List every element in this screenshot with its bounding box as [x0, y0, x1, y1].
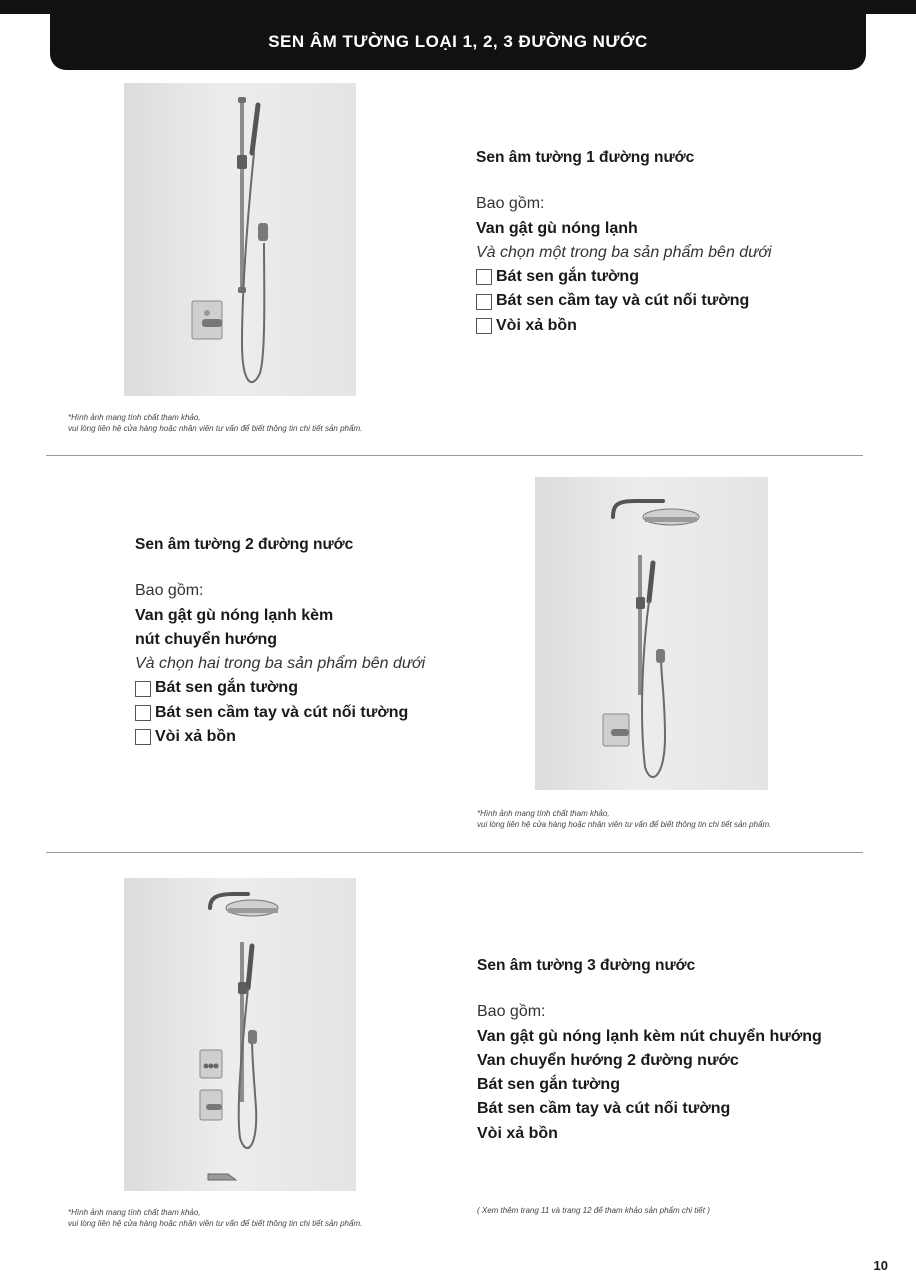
base-item: Van gật gù nóng lạnh kèm [135, 606, 334, 624]
option-item[interactable] [476, 265, 772, 289]
base-item: nút chuyển hướng [135, 630, 278, 648]
choose-instruction: Và chọn một trong ba sản phẩm bên dưới [476, 243, 772, 261]
option-label: Bát sen cầm tay và cút nối tường [155, 703, 409, 721]
option-item[interactable] [476, 289, 772, 313]
note-line: vui lòng liên hệ cửa hàng hoặc nhân viên tư vấn để biết thông tin chi tiết sản phẩm. [68, 1219, 363, 1228]
option-label: Vòi xả bồn [155, 728, 236, 746]
option-label: Bát sen gắn tường [155, 679, 298, 697]
base-item: Van gật gù nóng lạnh [476, 219, 638, 237]
section-title: Sen âm tường 2 đường nước [135, 536, 354, 553]
page-header [50, 14, 866, 70]
includes-label: Bao gồm: [476, 195, 545, 213]
option-label: Bát sen gắn tường [496, 268, 639, 286]
page-number: 10 [873, 1258, 888, 1273]
image-note-1 [68, 412, 362, 434]
note-line: *Hình ảnh mang tính chất tham khảo, [477, 809, 610, 818]
note-line: *Hình ảnh mang tính chất tham khảo, [68, 413, 201, 422]
image-note-2 [477, 808, 771, 830]
checkbox[interactable] [476, 318, 492, 334]
option-label: Vòi xả bồn [496, 316, 577, 334]
note-line: vui lòng liên hệ cửa hàng hoặc nhân viên tư vấn để biết thông tin chi tiết sản phẩm. [477, 820, 772, 829]
note-line: vui lòng liên hệ cửa hàng hoặc nhân viên tư vấn để biết thông tin chi tiết sản phẩm. [68, 424, 363, 433]
option-item[interactable] [135, 676, 425, 700]
includes-label: Bao gồm: [477, 1003, 546, 1021]
option-item[interactable] [135, 725, 425, 749]
section-divider [46, 852, 863, 853]
included-item: Van chuyển hướng 2 đường nước [477, 1051, 739, 1069]
included-item: Bát sen cầm tay và cút nối tường [477, 1100, 731, 1118]
checkbox[interactable] [135, 681, 151, 697]
included-item: Van gật gù nóng lạnh kèm nút chuyển hướng [477, 1027, 822, 1045]
option-item[interactable] [135, 701, 425, 725]
section-1-info [476, 146, 772, 338]
image-note-3 [68, 1207, 362, 1229]
included-item: Bát sen gắn tường [477, 1076, 620, 1094]
shower-1-way-image [124, 83, 356, 396]
shower-3-way-image [124, 878, 356, 1191]
option-label: Bát sen cầm tay và cút nối tường [496, 292, 750, 310]
section-title: Sen âm tường 1 đường nước [476, 149, 695, 166]
includes-label: Bao gồm: [135, 582, 204, 600]
top-black-band [0, 0, 916, 14]
checkbox[interactable] [476, 294, 492, 310]
section-2-info [135, 533, 425, 749]
checkbox[interactable] [476, 269, 492, 285]
page-title: SEN ÂM TƯỜNG LOẠI 1, 2, 3 ĐƯỜNG NƯỚC [268, 32, 648, 51]
choose-instruction: Và chọn hai trong ba sản phẩm bên dưới [135, 655, 426, 673]
note-line: *Hình ảnh mang tính chất tham khảo, [68, 1208, 201, 1217]
included-item: Vòi xả bồn [477, 1124, 558, 1142]
option-item[interactable] [476, 314, 772, 338]
section-3-info [477, 954, 822, 1146]
shower-2-way-image [535, 477, 768, 790]
section-divider [46, 455, 863, 456]
see-more-note: ( Xem thêm trang 11 và trang 12 để tham khảo sản phẩm chi tiết ) [477, 1206, 710, 1215]
section-title: Sen âm tường 3 đường nước [477, 957, 696, 974]
checkbox[interactable] [135, 729, 151, 745]
checkbox[interactable] [135, 705, 151, 721]
